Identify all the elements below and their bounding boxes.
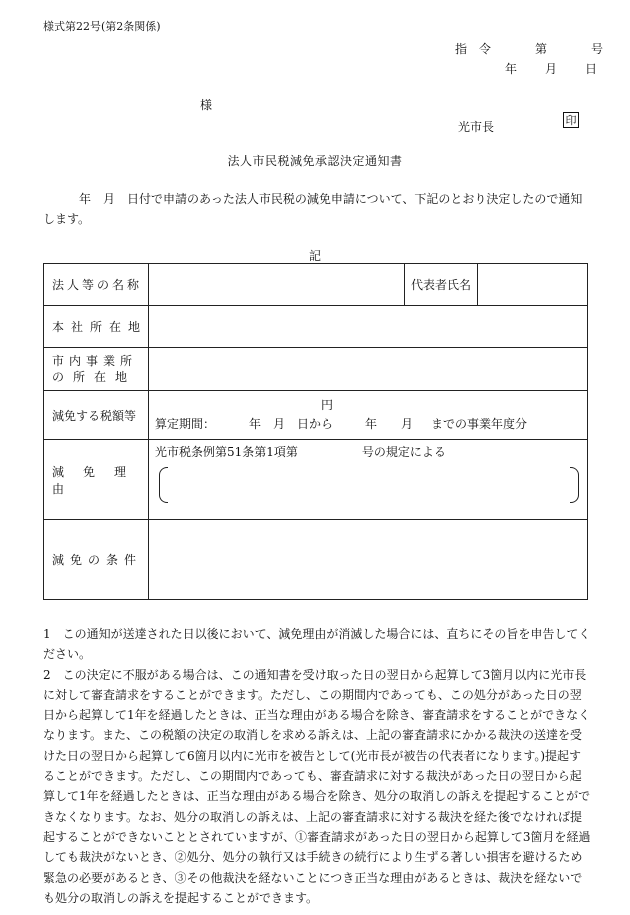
period-from: 年 月 日から: [249, 417, 334, 431]
seal-mark: 印: [563, 112, 579, 128]
form-number: 様式第22号(第2条関係): [43, 20, 161, 33]
date-year: 年: [505, 62, 518, 76]
row-corp-name: [44, 264, 588, 306]
bracket-left-icon: [159, 467, 168, 503]
reason-prefix: 光市税条例第51条第1項第: [155, 445, 298, 459]
note-2: 2 この決定に不服がある場合は、この通知書を受け取った日の翌日から起算して3箇月以内に光市長に対して審査請求をすることができます。ただし、この期間内であっても、この処分があった日の翌日から起算して1年を経過したときは、正当な理由がある場合を除き、審査請求をすることができなくなります。また、この税額の決定の取消しを求める訴えは、上記の審査請求にかかる裁決の送達を受けた日の翌日から起算して6箇月以内に光市を被告として(光市長が被告の代表者になります。)提起することができます。ただし、この期間内であっても、審査請求に対する裁決があった日の翌日から起算して1年を経過したときは、正当な理由がある場合を除き、処分の取消しの訴えを提起することができなくなります。なお、処分の取消しの訴えは、上記の審査請求に対する裁決を経た後でなければ提起することができないこととされていますが、①審査請求があった日の翌日から起算して3箇月を経過しても裁決がないとき、②処分、処分の執行又は手続きの続行により生ずる著しい損害を避けるため緊急の必要があるとき、③その他裁決を経ないことにつき正当な理由があるときは、裁決を経ないでも処分の取消しの訴えを提起することができます。: [43, 667, 591, 905]
label-reduction-amount: 減免する税額等: [44, 391, 149, 440]
date-month: 月: [545, 62, 558, 76]
order-label: 指 令: [455, 42, 492, 56]
intro-paragraph: [43, 189, 589, 229]
issue-date-line: [505, 60, 597, 77]
yen-line: [155, 396, 587, 415]
order-go: 号: [591, 42, 604, 56]
city-office-value[interactable]: [149, 348, 588, 391]
row-head-office: [44, 306, 588, 348]
reason-suffix: 号の規定による: [361, 445, 446, 459]
label-reduction-conditions: 減免の条件: [44, 520, 149, 600]
details-table: [43, 263, 588, 600]
reduction-conditions-value[interactable]: [149, 520, 588, 600]
label-head-office: 本社所在地: [44, 306, 149, 348]
corp-name-value[interactable]: [149, 264, 405, 306]
order-dai: 第: [535, 42, 548, 56]
label-corp-name: 法人等の名称: [44, 264, 149, 306]
row-reduction-conditions: [44, 520, 588, 600]
period-line: [155, 415, 587, 434]
reduction-reason-value: [149, 440, 588, 520]
row-city-office: [44, 348, 588, 391]
note-1: 1 この通知が送達された日以後において、減免理由が消滅した場合には、直ちにその旨を申告してください。: [43, 627, 591, 662]
notes-section: [43, 624, 591, 908]
addressee-suffix: 様: [200, 98, 213, 112]
reason-text-line: [149, 444, 587, 461]
representative-value[interactable]: [478, 264, 588, 306]
yen-unit: 円: [321, 398, 334, 412]
label-representative: 代表者氏名: [405, 264, 478, 306]
issuer-name: 光市長: [458, 120, 495, 134]
reason-bracket-field[interactable]: [159, 467, 579, 503]
reduction-amount-value: [149, 391, 588, 440]
period-suffix: までの事業年度分: [431, 417, 528, 431]
intro-text: 年 月 日付で申請のあった法人市民税の減免申請について、下記のとおり決定したので通知します。: [43, 192, 583, 226]
row-reduction-amount: [44, 391, 588, 440]
head-office-value[interactable]: [149, 306, 588, 348]
bracket-right-icon: [570, 467, 579, 503]
label-city-office-line2: の所在地: [52, 370, 137, 384]
period-to: 年 月: [365, 417, 414, 431]
label-city-office: [44, 348, 149, 391]
label-city-office-line1: 市内事業所: [52, 354, 138, 368]
row-reduction-reason: [44, 440, 588, 520]
ki-heading: 記: [308, 249, 321, 263]
label-reduction-reason: 減免理由: [44, 440, 149, 520]
period-label: 算定期間：: [155, 417, 216, 431]
date-day: 日: [585, 62, 598, 76]
document-title: 法人市民税減免承認決定通知書: [227, 154, 403, 168]
order-number-line: [455, 40, 603, 57]
